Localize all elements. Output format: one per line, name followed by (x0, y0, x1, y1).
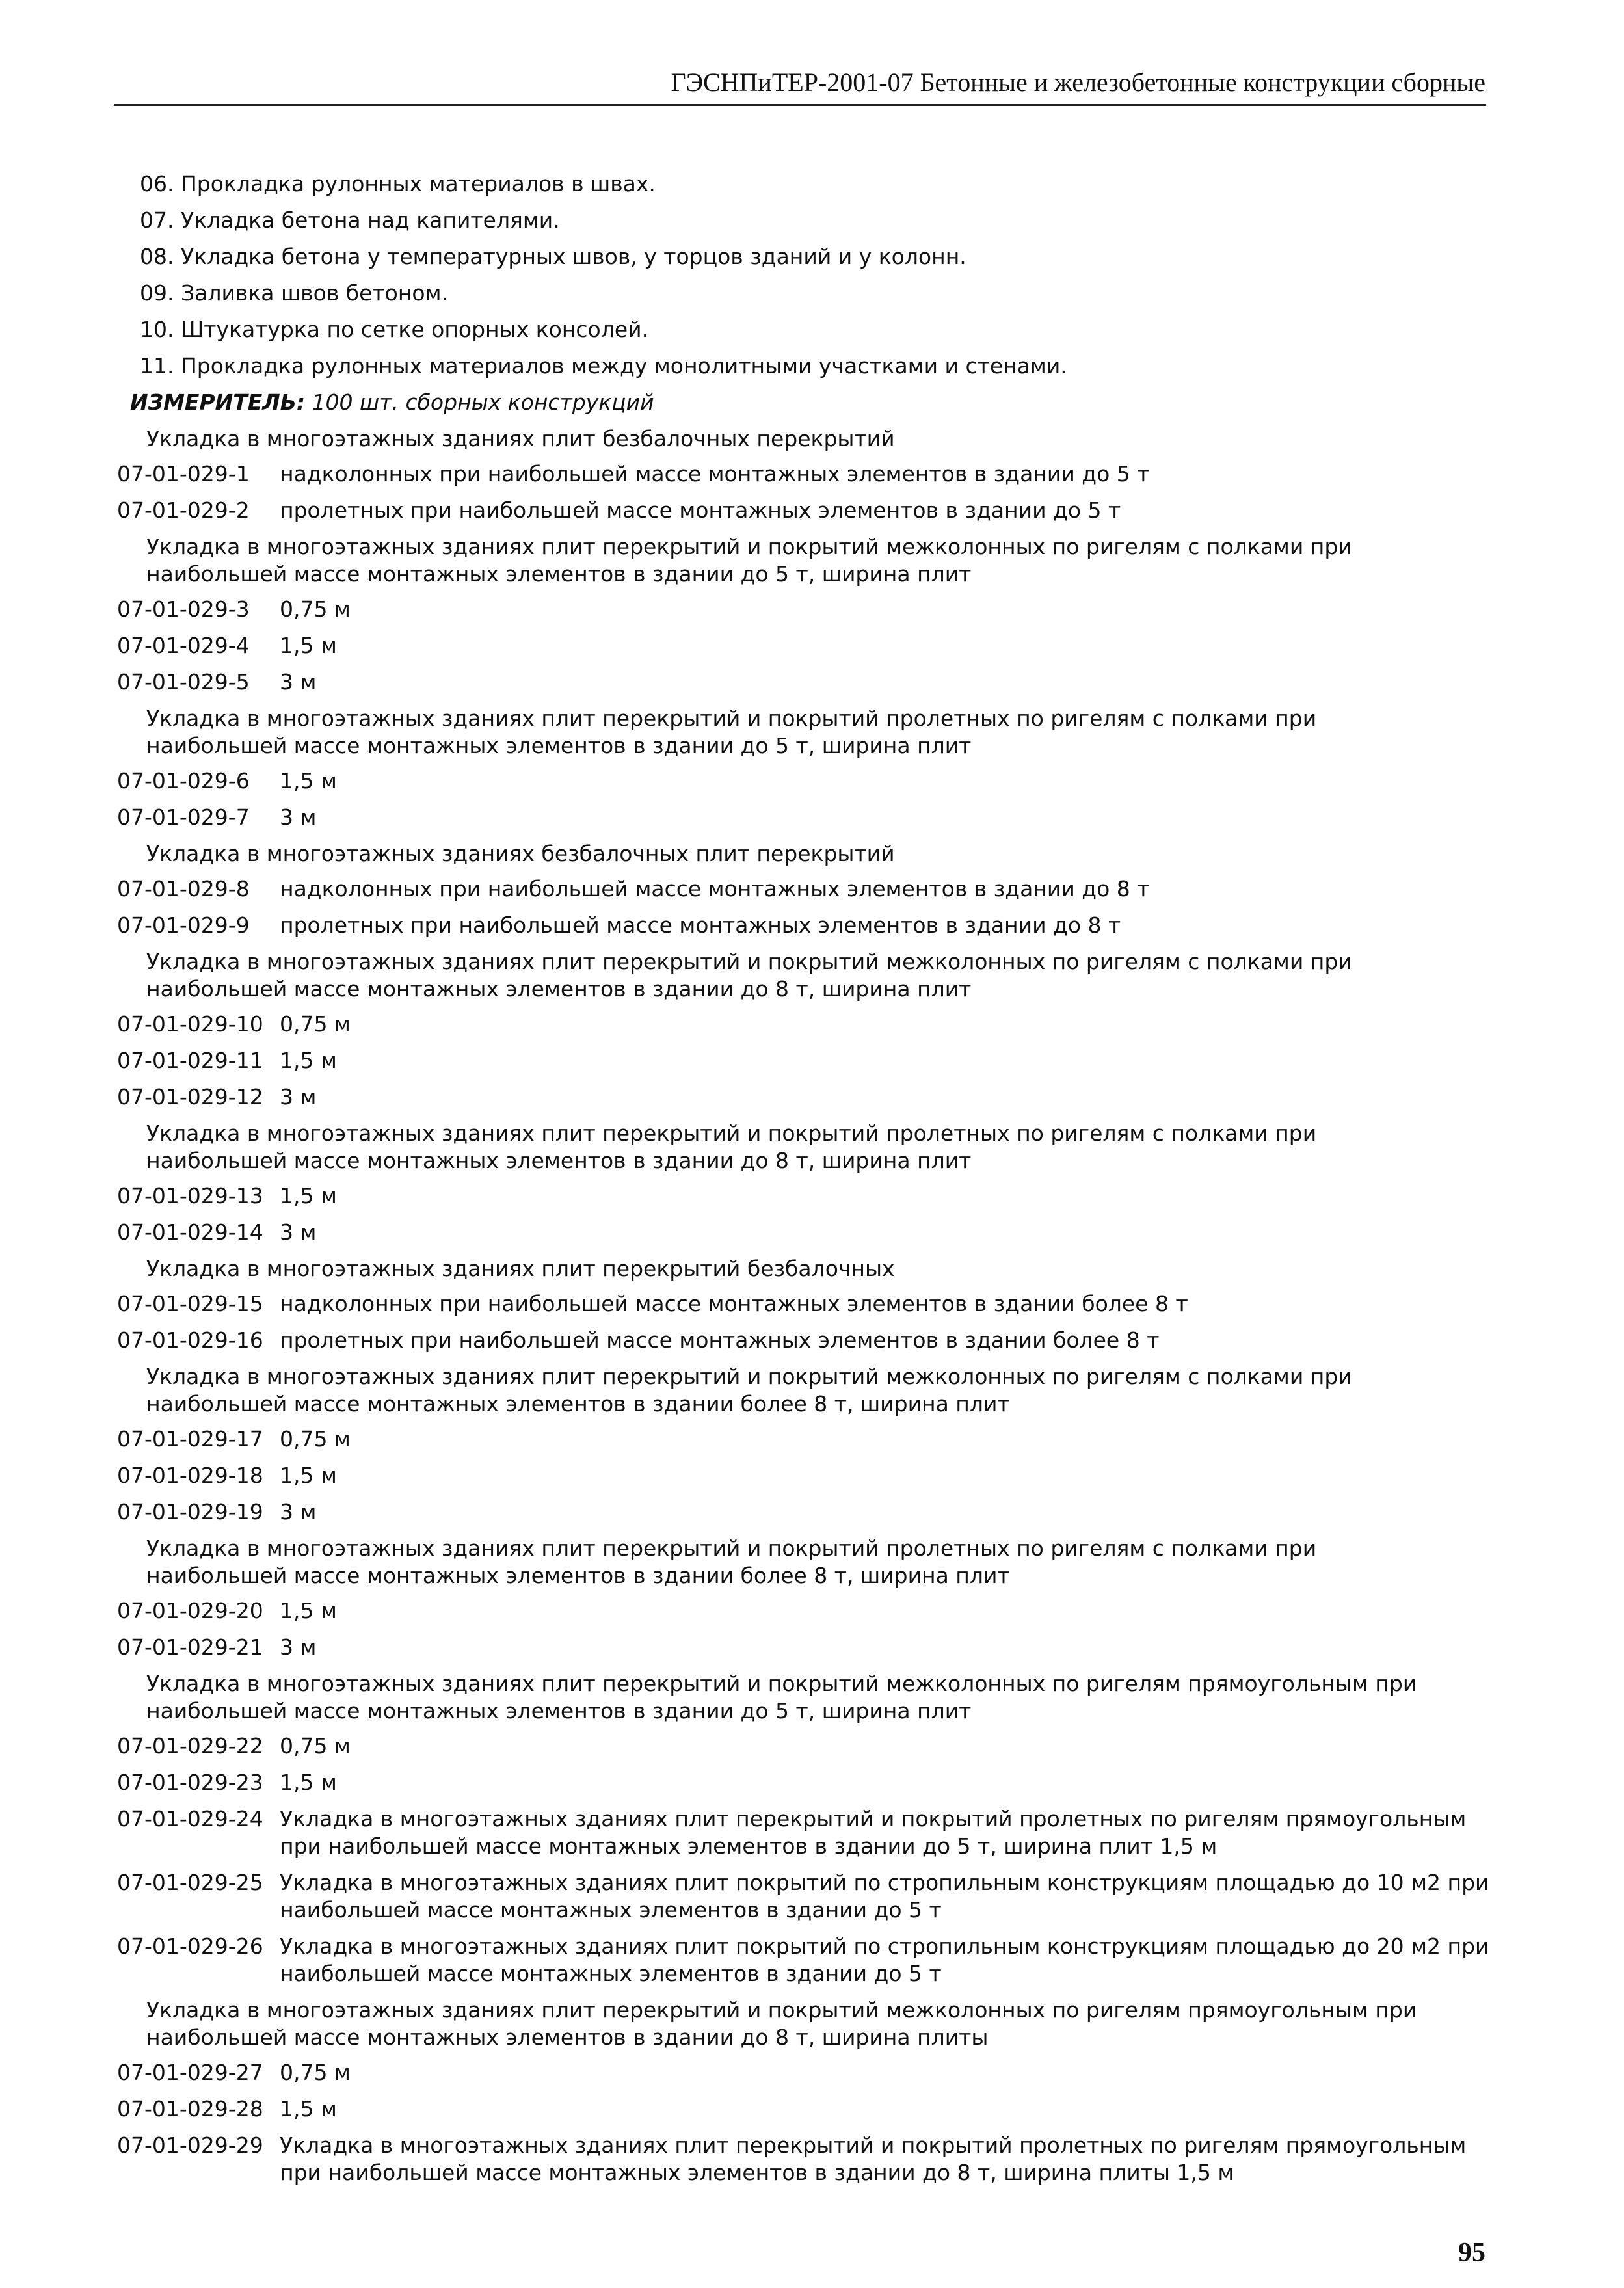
norm-row (117, 767, 1489, 804)
group-heading: Укладка в многоэтажных зданиях плит перекрытий и покрытий пролетных по ригелям с полками при наибольшей массе монтажных элементов в здании более 8 т, ширина плит (146, 1536, 1317, 1588)
norm-code: 07-01-029-20 (117, 1598, 263, 1623)
norm-code: 07-01-029-23 (117, 1770, 263, 1795)
norm-row (117, 1219, 1489, 1255)
norm-row (117, 1769, 1489, 1805)
norm-description: пролетных при наибольшей массе монтажных элементов в здании до 8 т (280, 912, 1121, 938)
list-item: 08. Укладка бетона у температурных швов, у торцов зданий и у колонн. (140, 244, 966, 269)
norm-description: Укладка в многоэтажных зданиях плит покрытий по стропильным конструкциям площадью до 10 м2 при наибольшей массе монтажных элементов в здании до 5 т (280, 1870, 1489, 1922)
norm-row (117, 1733, 1489, 1769)
norm-code: 07-01-029-7 (117, 805, 250, 830)
work-composition-list (117, 170, 1489, 389)
group-heading: Укладка в многоэтажных зданиях плит перекрытий и покрытий межколонных по ригелям с полками при наибольшей массе монтажных элементов в здании до 8 т, ширина плит (146, 949, 1352, 1002)
norm-description: 0,75 м (280, 1426, 351, 1452)
norm-row (117, 1290, 1489, 1327)
norm-row (117, 1182, 1489, 1219)
norm-description: надколонных при наибольшей массе монтажных элементов в здании более 8 т (280, 1291, 1188, 1316)
norm-description: Укладка в многоэтажных зданиях плит перекрытий и покрытий пролетных по ригелям прямоугольным при наибольшей массе монтажных элементов в здании до 8 т, ширина плиты 1,5 м (280, 2133, 1467, 2185)
norms-list (117, 425, 1489, 2187)
norm-row (117, 1011, 1489, 1047)
group-heading: Укладка в многоэтажных зданиях плит перекрытий и покрытий межколонных по ригелям с полками при наибольшей массе монтажных элементов в здании более 8 т, ширина плит (146, 1364, 1352, 1417)
norm-code: 07-01-029-12 (117, 1084, 263, 1110)
norm-code: 07-01-029-18 (117, 1463, 263, 1488)
norm-code: 07-01-029-3 (117, 596, 250, 622)
norm-code: 07-01-029-10 (117, 1011, 263, 1037)
norm-description: 3 м (280, 1499, 317, 1524)
norm-row (117, 1462, 1489, 1498)
norm-row (117, 2132, 1489, 2187)
measure-label: ИЗМЕРИТЕЛЬ: (130, 390, 306, 415)
norm-row (117, 1933, 1489, 1988)
norm-code: 07-01-029-17 (117, 1426, 263, 1452)
norm-row (117, 497, 1489, 533)
norm-row (117, 1805, 1489, 1860)
norm-row (117, 669, 1489, 705)
norm-description: 1,5 м (280, 1463, 337, 1488)
norm-description: Укладка в многоэтажных зданиях плит перекрытий и покрытий пролетных по ригелям прямоугольным при наибольшей массе монтажных элементов в здании до 5 т, ширина плит 1,5 м (280, 1806, 1467, 1859)
norm-description: 1,5 м (280, 1048, 337, 1073)
norm-code: 07-01-029-22 (117, 1733, 263, 1759)
norm-row (117, 1426, 1489, 1462)
norm-row (117, 1634, 1489, 1670)
page-content (117, 170, 1489, 2196)
norm-description: надколонных при наибольшей массе монтажных элементов в здании до 8 т (280, 876, 1150, 901)
list-item: 06. Прокладка рулонных материалов в швах. (140, 171, 656, 196)
group-heading: Укладка в многоэтажных зданиях плит перекрытий безбалочных (146, 1256, 895, 1281)
page-number: 95 (1458, 2238, 1485, 2268)
norm-row (117, 1869, 1489, 1924)
norm-code: 07-01-029-9 (117, 912, 250, 938)
group-heading: Укладка в многоэтажных зданиях плит безбалочных перекрытий (146, 426, 895, 451)
norm-description: 1,5 м (280, 768, 337, 793)
norm-code: 07-01-029-15 (117, 1291, 263, 1316)
norm-description: 0,75 м (280, 596, 351, 622)
norm-code: 07-01-029-13 (117, 1183, 263, 1208)
group-heading: Укладка в многоэтажных зданиях плит перекрытий и покрытий пролетных по ригелям с полками при наибольшей массе монтажных элементов в здании до 8 т, ширина плит (146, 1121, 1317, 1173)
norm-row (117, 1047, 1489, 1084)
norm-code: 07-01-029-27 (117, 2060, 263, 2085)
norm-code: 07-01-029-4 (117, 633, 250, 658)
norm-row (117, 804, 1489, 840)
norm-description: 3 м (280, 1634, 317, 1660)
list-item: 10. Штукатурка по сетке опорных консолей. (140, 317, 649, 342)
list-item: 07. Укладка бетона над капителями. (140, 207, 560, 233)
norm-description: пролетных при наибольшей массе монтажных элементов в здании до 5 т (280, 498, 1121, 523)
header-rule (114, 104, 1486, 106)
norm-code: 07-01-029-6 (117, 768, 250, 793)
norm-row (117, 460, 1489, 497)
norm-row (117, 2095, 1489, 2132)
norm-description: 0,75 м (280, 1733, 351, 1759)
norm-code: 07-01-029-24 (117, 1806, 263, 1831)
norm-code: 07-01-029-25 (117, 1870, 263, 1895)
norm-code: 07-01-029-16 (117, 1327, 263, 1353)
norm-row (117, 632, 1489, 669)
norm-code: 07-01-029-14 (117, 1219, 263, 1245)
norm-description: 3 м (280, 1084, 317, 1110)
norm-description: 3 м (280, 805, 317, 830)
list-item: 09. Заливка швов бетоном. (140, 280, 448, 306)
norm-description: 0,75 м (280, 2060, 351, 2085)
norm-description: 3 м (280, 669, 317, 695)
norm-description: 1,5 м (280, 1598, 337, 1623)
norm-code: 07-01-029-1 (117, 461, 250, 486)
norm-row (117, 1498, 1489, 1535)
running-header: ГЭСНПиТЕР-2001-07 Бетонные и железобетонные конструкции сборные (671, 68, 1485, 97)
group-heading: Укладка в многоэтажных зданиях безбалочных плит перекрытий (146, 841, 895, 866)
norm-row (117, 912, 1489, 948)
norm-code: 07-01-029-5 (117, 669, 250, 695)
norm-code: 07-01-029-11 (117, 1048, 263, 1073)
norm-code: 07-01-029-26 (117, 1934, 263, 1959)
norm-row (117, 596, 1489, 632)
norm-description: пролетных при наибольшей массе монтажных элементов в здании более 8 т (280, 1327, 1160, 1353)
measure-line (130, 389, 1489, 425)
norm-code: 07-01-029-2 (117, 498, 250, 523)
group-heading: Укладка в многоэтажных зданиях плит перекрытий и покрытий межколонных по ригелям с полками при наибольшей массе монтажных элементов в здании до 5 т, ширина плит (146, 534, 1352, 587)
norm-code: 07-01-029-29 (117, 2133, 263, 2158)
norm-description: 1,5 м (280, 1770, 337, 1795)
norm-code: 07-01-029-8 (117, 876, 250, 901)
norm-description: 1,5 м (280, 633, 337, 658)
norm-description: Укладка в многоэтажных зданиях плит покрытий по стропильным конструкциям площадью до 20 м2 при наибольшей массе монтажных элементов в здании до 5 т (280, 1934, 1489, 1986)
norm-row (117, 1327, 1489, 1363)
norm-description: 3 м (280, 1219, 317, 1245)
group-heading: Укладка в многоэтажных зданиях плит перекрытий и покрытий межколонных по ригелям прямоугольным при наибольшей массе монтажных элементов в здании до 5 т, ширина плит (146, 1671, 1417, 1723)
norm-description: 1,5 м (280, 1183, 337, 1208)
norm-code: 07-01-029-28 (117, 2096, 263, 2122)
norm-row (117, 1597, 1489, 1634)
measure-value: 100 шт. сборных конструкций (312, 390, 654, 415)
group-heading: Укладка в многоэтажных зданиях плит перекрытий и покрытий межколонных по ригелям прямоугольным при наибольшей массе монтажных элементов в здании до 8 т, ширина плиты (146, 1997, 1417, 2050)
norm-row (117, 875, 1489, 912)
norm-description: 1,5 м (280, 2096, 337, 2122)
group-heading: Укладка в многоэтажных зданиях плит перекрытий и покрытий пролетных по ригелям с полками при наибольшей массе монтажных элементов в здании до 5 т, ширина плит (146, 706, 1317, 758)
norm-code: 07-01-029-21 (117, 1634, 263, 1660)
norm-description: надколонных при наибольшей массе монтажных элементов в здании до 5 т (280, 461, 1150, 486)
list-item: 11. Прокладка рулонных материалов между монолитными участками и стенами. (140, 353, 1067, 379)
norm-description: 0,75 м (280, 1011, 351, 1037)
norm-row (117, 1084, 1489, 1120)
norm-code: 07-01-029-19 (117, 1499, 263, 1524)
norm-row (117, 2059, 1489, 2095)
